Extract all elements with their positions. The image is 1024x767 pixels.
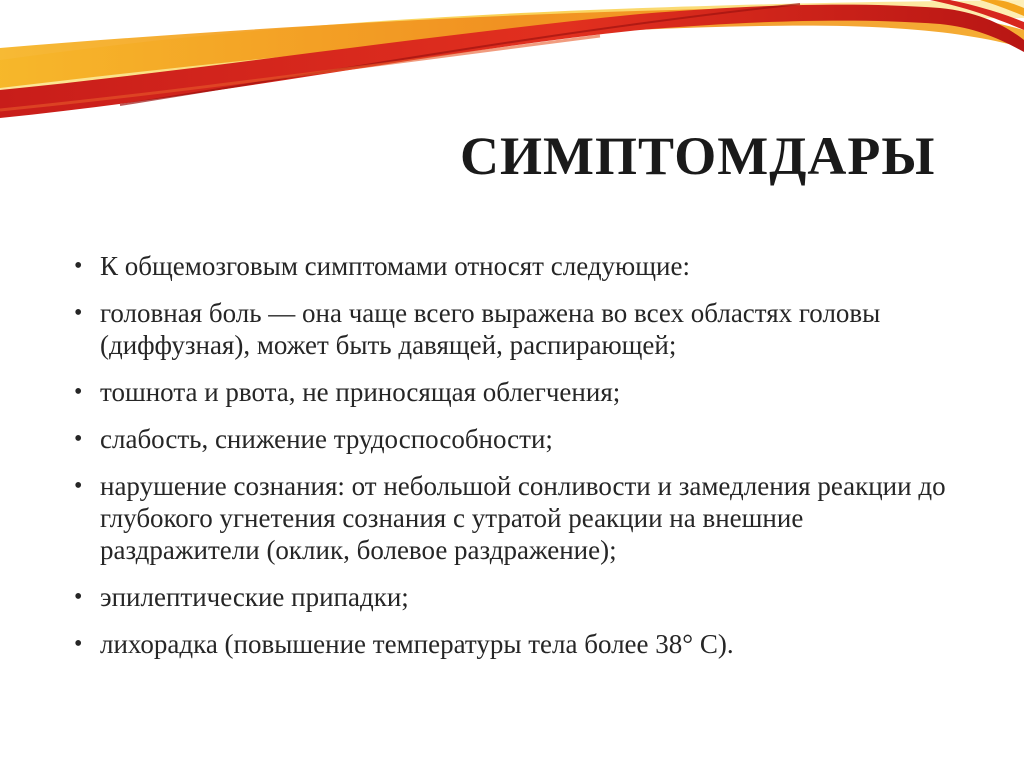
list-item: • К общемозговым симптомами относят следующие: bbox=[72, 250, 952, 282]
list-item: • головная боль — она чаще всего выражена во всех областях головы (диффузная), может быть давящей, распирающей; bbox=[72, 297, 952, 361]
decorative-swoosh bbox=[0, 0, 1024, 140]
list-item: • эпилептические припадки; bbox=[72, 581, 952, 613]
bullet-list bbox=[72, 250, 952, 675]
list-item: • слабость, снижение трудоспособности; bbox=[72, 423, 952, 455]
list-item: • тошнота и рвота, не приносящая облегчения; bbox=[72, 376, 952, 408]
list-item: • лихорадка (повышение температуры тела более 38° С). bbox=[72, 628, 952, 660]
slide-title: СИМПТОМДАРЫ bbox=[460, 126, 936, 186]
list-item: • нарушение сознания: от небольшой сонливости и замедления реакции до глубокого угнетения сознания с утратой реакции на внешние раздражители (оклик, болевое раздражение); bbox=[72, 470, 952, 566]
